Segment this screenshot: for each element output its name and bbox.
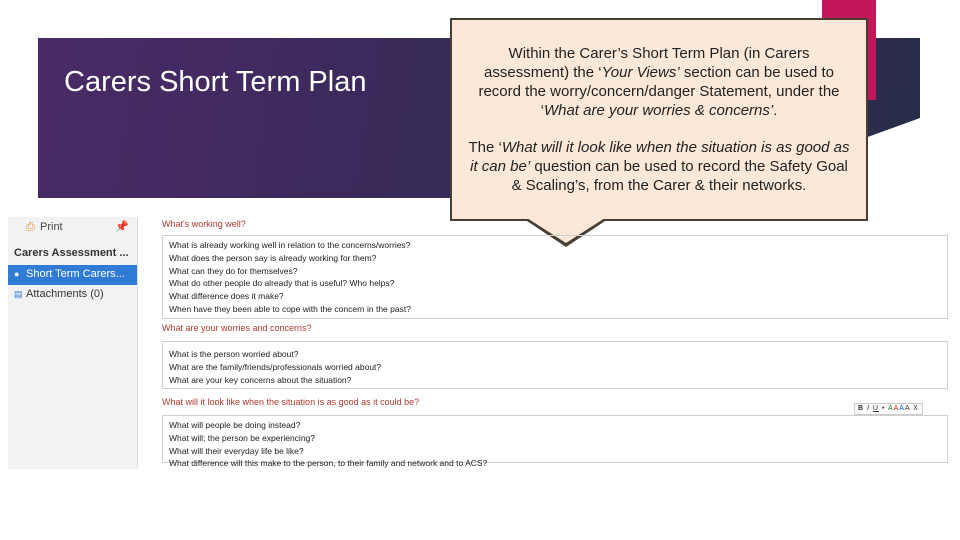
answer-field-as-good-as[interactable] (162, 415, 948, 469)
sidebar-item-label: Carers Assessment ... (14, 247, 129, 259)
print-icon: ⎙ (26, 221, 35, 233)
callout-text: The ‘ (468, 139, 502, 156)
print-label: Print (40, 221, 63, 233)
sidebar-item-label: Attachments (0) (26, 288, 104, 300)
field-line: What will people be doing instead? (169, 420, 301, 430)
callout-text: question can be used to record the Safety Goal & Scaling’s, from the Carer & their networks. (511, 158, 848, 194)
font-color-black-button[interactable]: A (904, 405, 911, 412)
italic-button[interactable]: I (867, 405, 870, 412)
callout-italic-text: Your Views’ (601, 64, 680, 81)
callout-paragraph-1 (466, 44, 852, 120)
field-line: What will; the person be experiencing? (169, 432, 315, 443)
callout-italic-text: What will it look like when the situation is as good as it can be’ (470, 139, 850, 175)
sidebar-item-attachments[interactable] (8, 285, 137, 305)
question-label-worries: What are your worries and concerns? (162, 323, 312, 333)
question-label-working-well: What's working well? (162, 219, 246, 229)
callout-text: section can be used to record the worry/concern/danger Statement, under the ‘ (478, 64, 840, 119)
answer-field-working-well[interactable] (162, 235, 948, 319)
callout-paragraph-2 (466, 138, 852, 195)
font-color-blue-button[interactable]: A (899, 405, 905, 412)
format-toolbar (854, 403, 923, 415)
sidebar-item-short-term-carers[interactable] (8, 265, 137, 285)
clear-format-button[interactable]: X (913, 405, 919, 412)
attachment-icon: ▤ (14, 289, 23, 299)
field-line: What is already working well in relation to the concerns/worries? (169, 240, 411, 250)
field-line: What difference does it make? (169, 291, 284, 302)
field-line: What are your key concerns about the situation? (169, 374, 352, 385)
font-color-red-button[interactable]: A (893, 405, 900, 412)
underline-button[interactable]: U (872, 405, 879, 412)
field-line: What can they do for themselves? (169, 265, 298, 276)
sidebar (8, 217, 138, 469)
callout-text: Within the Carer’s Short Term Plan (in Carers assessment) the ‘ (484, 45, 810, 81)
callout-text: . (773, 102, 778, 119)
bullet-button[interactable]: • (881, 405, 886, 412)
sidebar-item-label: Short Term Carers... (26, 268, 125, 280)
answer-field-worries[interactable] (162, 341, 948, 389)
callout-box (450, 18, 868, 221)
field-line: What will their everyday life be like? (169, 445, 304, 456)
field-line: What do other people do already that is useful? Who helps? (169, 278, 395, 289)
bold-button[interactable]: B (858, 405, 865, 412)
print-button[interactable] (8, 217, 137, 239)
pin-icon[interactable]: 📌 (115, 221, 129, 233)
font-color-green-button[interactable]: A (887, 405, 894, 412)
field-line: What are the family/friends/professionals worried about? (169, 361, 382, 372)
field-line: What does the person say is already working for them? (169, 252, 377, 263)
sidebar-item-carers-assessment[interactable] (8, 239, 137, 265)
bullet-icon: ● (14, 269, 20, 279)
field-line: What is the person worried about? (169, 349, 299, 359)
question-label-as-good-as: What will it look like when the situation is as good as it could be? (162, 397, 420, 407)
slide-title: Carers Short Term Plan (64, 66, 367, 98)
field-line: When have they been able to cope with the concern in the past? (169, 303, 411, 314)
form-panel (160, 217, 950, 469)
callout-italic-text: What are your worries & concerns’ (543, 102, 774, 119)
field-line: What difference will this make to the person, to their family and network and to ACS? (169, 458, 488, 469)
